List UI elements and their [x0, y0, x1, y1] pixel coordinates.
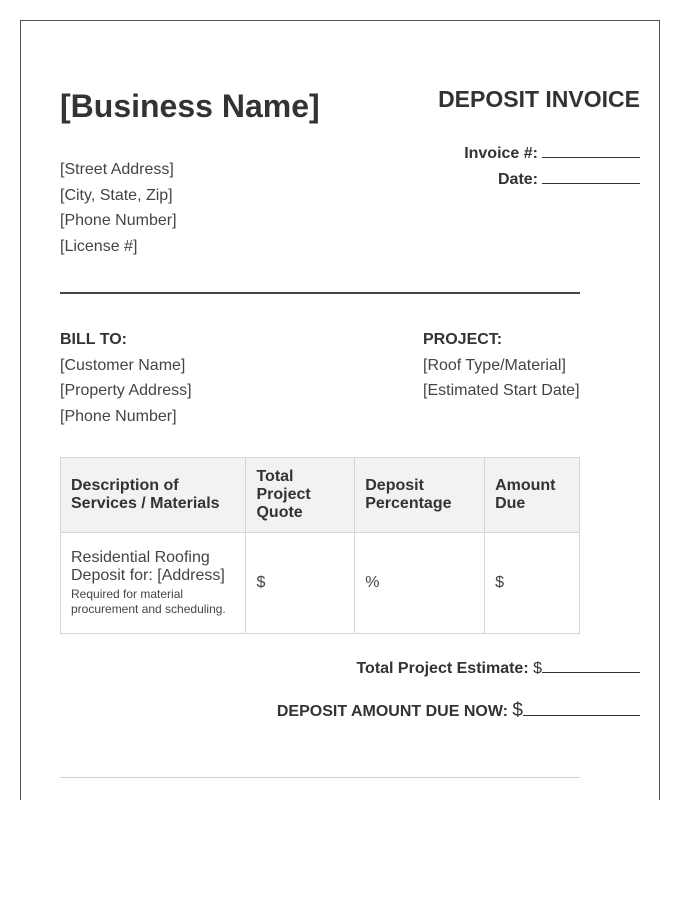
bill-to-line: [Phone Number] — [60, 407, 177, 425]
project-line: [Estimated Start Date] — [423, 382, 580, 399]
column-header-percentage: Deposit Percentage — [355, 458, 485, 533]
date-label: Date: — [497, 171, 538, 188]
invoice-number-blank — [542, 143, 640, 158]
document-title: DEPOSIT INVOICE — [438, 86, 640, 112]
address-line: [License #] — [60, 237, 138, 255]
business-address — [60, 157, 177, 259]
invoice-meta — [464, 141, 640, 193]
table-header-row — [61, 458, 580, 533]
bill-to-line: [Property Address] — [60, 382, 192, 399]
total-estimate-row — [356, 658, 640, 678]
header-divider — [60, 292, 580, 294]
deposit-due-blank — [523, 701, 640, 716]
bill-to-section — [60, 327, 192, 429]
deposit-due-currency: $ — [512, 700, 523, 721]
total-estimate-label: Total Project Estimate: — [356, 660, 529, 677]
invoice-number-label: Invoice #: — [464, 145, 538, 162]
project-heading: PROJECT: — [423, 331, 503, 348]
description-cell — [61, 533, 246, 634]
quote-cell: $ — [246, 533, 355, 634]
column-header-quote: Total Project Quote — [246, 458, 355, 533]
date-blank — [542, 169, 640, 184]
address-line: [City, State, Zip] — [60, 186, 173, 204]
description-text: Residential Roofing Deposit for: [Address] — [71, 549, 225, 584]
project-line: [Roof Type/Material] — [423, 356, 566, 374]
percentage-cell: % — [355, 533, 485, 634]
amount-cell: $ — [485, 533, 580, 634]
description-note: Required for material procurement and scheduling. — [71, 587, 226, 616]
total-estimate-blank — [542, 658, 640, 673]
table-row — [61, 533, 580, 634]
deposit-due-label: DEPOSIT AMOUNT DUE NOW: — [276, 703, 508, 720]
business-name: [Business Name] — [60, 88, 320, 124]
bill-to-heading: BILL TO: — [60, 331, 127, 348]
address-line: [Phone Number] — [60, 212, 177, 229]
total-estimate-currency: $ — [533, 660, 542, 677]
footer-divider — [60, 777, 580, 778]
project-section — [423, 327, 580, 404]
items-table — [60, 457, 580, 634]
date-row — [464, 167, 640, 193]
invoice-number-row — [464, 141, 640, 167]
column-header-amount: Amount Due — [485, 458, 580, 533]
address-line: [Street Address] — [60, 161, 174, 178]
bill-to-line: [Customer Name] — [60, 356, 186, 374]
deposit-due-row — [277, 700, 640, 722]
column-header-description: Description of Services / Materials — [61, 458, 246, 533]
